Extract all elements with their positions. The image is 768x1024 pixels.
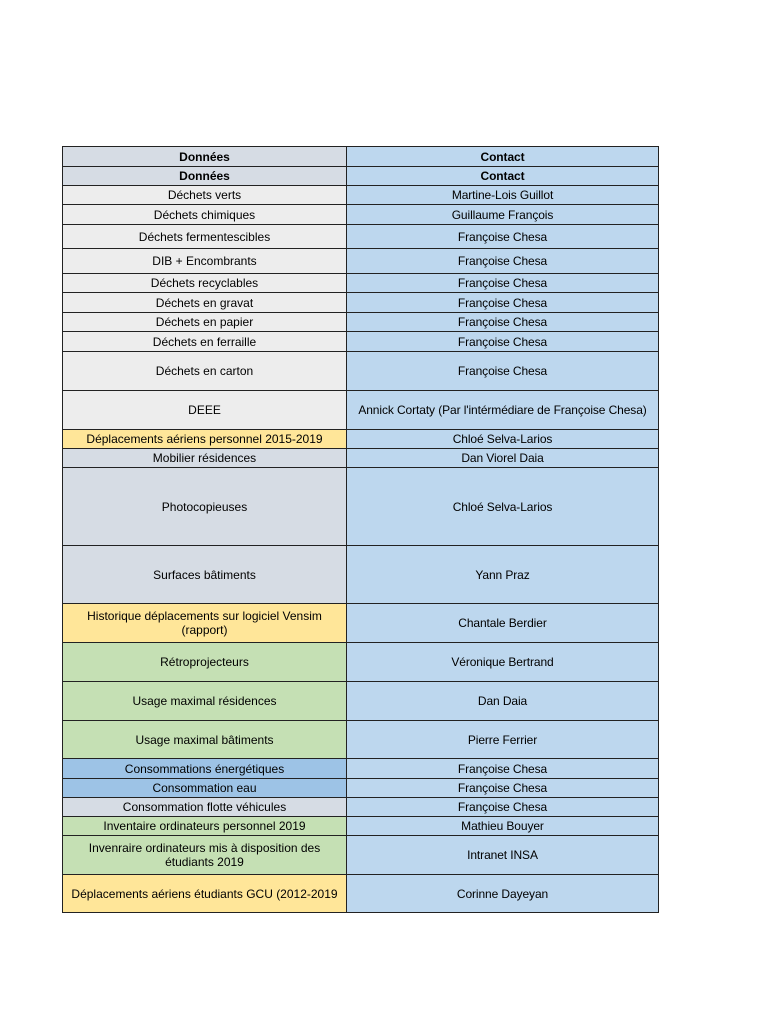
contact-cell: Françoise Chesa <box>347 274 659 293</box>
table-row <box>63 643 659 682</box>
table-row <box>63 468 659 546</box>
contact-cell: Françoise Chesa <box>347 332 659 352</box>
data-cell: Usage maximal résidences <box>63 682 347 721</box>
data-cell: Surfaces bâtiments <box>63 546 347 604</box>
table-row <box>63 546 659 604</box>
data-cell: Usage maximal bâtiments <box>63 721 347 759</box>
table-row <box>63 836 659 875</box>
contact-cell: Françoise Chesa <box>347 225 659 249</box>
contact-cell: Mathieu Bouyer <box>347 817 659 836</box>
table-row <box>63 817 659 836</box>
contact-cell: Intranet INSA <box>347 836 659 875</box>
contacts-table <box>62 146 659 913</box>
table-row <box>63 604 659 643</box>
contact-cell: Françoise Chesa <box>347 313 659 332</box>
table-row <box>63 391 659 430</box>
contact-cell: Dan Viorel Daia <box>347 449 659 468</box>
data-cell: DEEE <box>63 391 347 430</box>
data-cell: Déchets en carton <box>63 352 347 391</box>
contact-cell: Chloé Selva-Larios <box>347 430 659 449</box>
data-cell: Déchets recyclables <box>63 274 347 293</box>
header-cell-contact: Contact <box>347 147 659 167</box>
table-row <box>63 682 659 721</box>
contact-cell: Françoise Chesa <box>347 293 659 313</box>
data-cell: Historique déplacements sur logiciel Vensim (rapport) <box>63 604 347 643</box>
data-cell: Déplacements aériens étudiants GCU (2012-2019 <box>63 875 347 913</box>
contact-cell: Chloé Selva-Larios <box>347 468 659 546</box>
table-row <box>63 249 659 274</box>
contact-cell: Dan Daia <box>347 682 659 721</box>
contact-cell: Françoise Chesa <box>347 352 659 391</box>
table-row <box>63 798 659 817</box>
data-cell: Déchets verts <box>63 186 347 205</box>
contact-cell: Françoise Chesa <box>347 798 659 817</box>
table-row <box>63 430 659 449</box>
contact-cell: Yann Praz <box>347 546 659 604</box>
data-cell: Données <box>63 167 347 186</box>
table-row <box>63 225 659 249</box>
table-row <box>63 274 659 293</box>
contact-cell: Contact <box>347 167 659 186</box>
data-cell: Photocopieuses <box>63 468 347 546</box>
table-row <box>63 449 659 468</box>
contact-cell: Martine-Lois Guillot <box>347 186 659 205</box>
data-cell: Déchets chimiques <box>63 205 347 225</box>
data-cell: Mobilier résidences <box>63 449 347 468</box>
data-cell: Inventaire ordinateurs personnel 2019 <box>63 817 347 836</box>
spreadsheet-area <box>62 146 658 913</box>
data-cell: Déchets en gravat <box>63 293 347 313</box>
table-row <box>63 759 659 779</box>
contact-cell: Guillaume François <box>347 205 659 225</box>
data-cell: Rétroprojecteurs <box>63 643 347 682</box>
data-cell: Déchets en papier <box>63 313 347 332</box>
table-row <box>63 875 659 913</box>
table-row <box>63 352 659 391</box>
table-row <box>63 186 659 205</box>
data-cell: Consommations énergétiques <box>63 759 347 779</box>
header-cell-donnees: Données <box>63 147 347 167</box>
data-cell: DIB + Encombrants <box>63 249 347 274</box>
contact-cell: Véronique Bertrand <box>347 643 659 682</box>
table-row <box>63 167 659 186</box>
contact-cell: Corinne Dayeyan <box>347 875 659 913</box>
data-cell: Consommation flotte véhicules <box>63 798 347 817</box>
data-cell: Déplacements aériens personnel 2015-2019 <box>63 430 347 449</box>
data-cell: Déchets en ferraille <box>63 332 347 352</box>
data-cell: Invenraire ordinateurs mis à disposition des étudiants 2019 <box>63 836 347 875</box>
contact-cell: Françoise Chesa <box>347 779 659 798</box>
contact-cell: Annick Cortaty (Par l'intérmédiare de Françoise Chesa) <box>347 391 659 430</box>
contact-cell: Françoise Chesa <box>347 759 659 779</box>
contact-cell: Pierre Ferrier <box>347 721 659 759</box>
table-row <box>63 332 659 352</box>
contact-cell: Chantale Berdier <box>347 604 659 643</box>
table-row <box>63 293 659 313</box>
table-row <box>63 779 659 798</box>
table-header-row <box>63 147 659 167</box>
data-cell: Déchets fermentescibles <box>63 225 347 249</box>
data-cell: Consommation eau <box>63 779 347 798</box>
contact-cell: Françoise Chesa <box>347 249 659 274</box>
table-row <box>63 721 659 759</box>
table-row <box>63 313 659 332</box>
table-row <box>63 205 659 225</box>
